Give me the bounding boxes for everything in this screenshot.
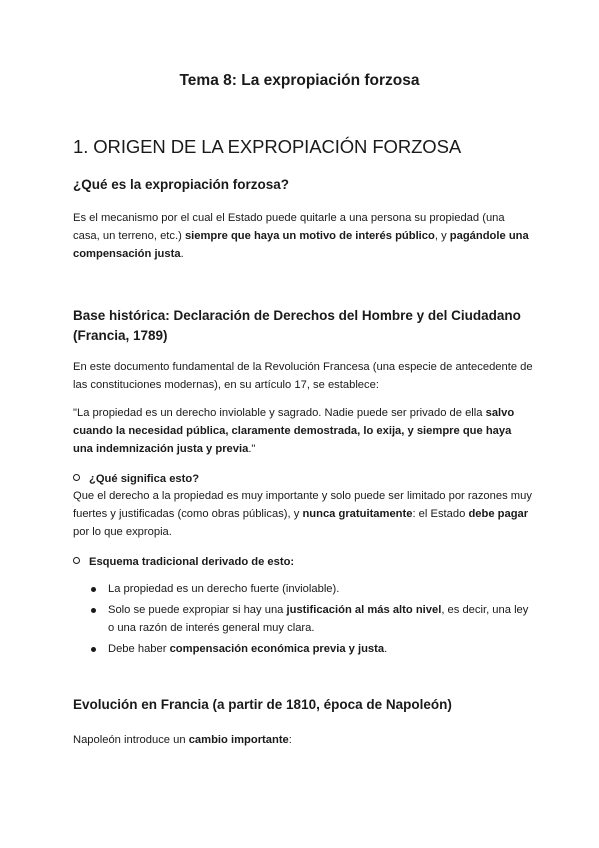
evolution-paragraph [73,731,533,749]
historical-basis-heading: Base histórica: Declaración de Derechos del Hombre y del Ciudadano (Francia, 1789) [73,308,521,343]
scheme-label: Esquema tradicional derivado de esto: [89,556,295,568]
definition-text: Es el mecanismo por el cual el Estado puede quitarle a una persona su propiedad (una casa, un terreno, etc.) [73,212,505,242]
meaning-bold-pay: debe pagar [468,508,529,520]
historical-basis-paragraph: En este documento fundamental de la Revolución Francesa (una especie de antecedente de las constituciones modernas), en su artículo 17, se establece: [73,361,533,391]
meaning-paragraph [73,487,533,541]
definition-text: , y [434,230,450,242]
definition-bold-interest: siempre que haya un motivo de interés público [184,230,435,242]
scheme-list-item [91,601,535,637]
scheme-bullet [73,553,294,571]
evolution-text: Napoleón introduce un [73,734,189,746]
scheme-list-item [91,640,535,658]
question-heading: ¿Qué es la expropiación forzosa? [73,177,290,192]
definition-bold-compensation: pagándole una compensación justa [73,230,529,260]
circle-bullet-icon [73,474,80,481]
scheme-item-text: Debe haber [108,643,170,655]
meaning-text: : el Estado [412,508,469,520]
meaning-bold-free: nunca gratuitamente [302,508,413,520]
scheme-item-bold: justificación al más alto nivel [286,604,442,616]
section-heading: 1. ORIGEN DE LA EXPROPIACIÓN FORZOSA [73,136,462,157]
meaning-label: ¿Qué significa esto? [89,473,200,485]
definition-text: . [180,248,184,260]
meaning-text: Que el derecho a la propiedad es muy importante y solo puede ser limitado por razones muy fuertes y justificadas (como obras públicas), y [73,490,532,520]
scheme-item-text: Solo se puede expropiar si hay una [108,604,287,616]
scheme-list [91,580,535,661]
scheme-item-text: . [384,643,388,655]
evolution-heading: Evolución en Francia (a partir de 1810, época de Napoleón) [73,697,452,712]
quote-bold: salvo cuando la necesidad pública, claramente demostrada, lo exija, y siempre que haya una indemnización justa y previa [73,407,515,455]
article-quote [73,404,533,458]
quote-text: "La propiedad es un derecho inviolable y sagrado. Nadie puede ser privado de ella [73,407,486,419]
scheme-item-text: La propiedad es un derecho fuerte (inviolable). [108,583,340,595]
meaning-bullet [73,470,199,488]
quote-text: ." [248,443,256,455]
scheme-item-text: , es decir, una ley o una razón de interés general muy clara. [108,604,529,634]
meaning-text: por lo que expropia. [73,526,172,538]
scheme-list-item [91,580,535,598]
definition-paragraph [73,209,533,263]
document-title: Tema 8: La expropiación forzosa [179,72,420,89]
evolution-text: : [288,734,292,746]
scheme-item-bold: compensación económica previa y justa [169,643,385,655]
circle-bullet-icon [73,557,80,564]
evolution-bold: cambio importante [188,734,289,746]
